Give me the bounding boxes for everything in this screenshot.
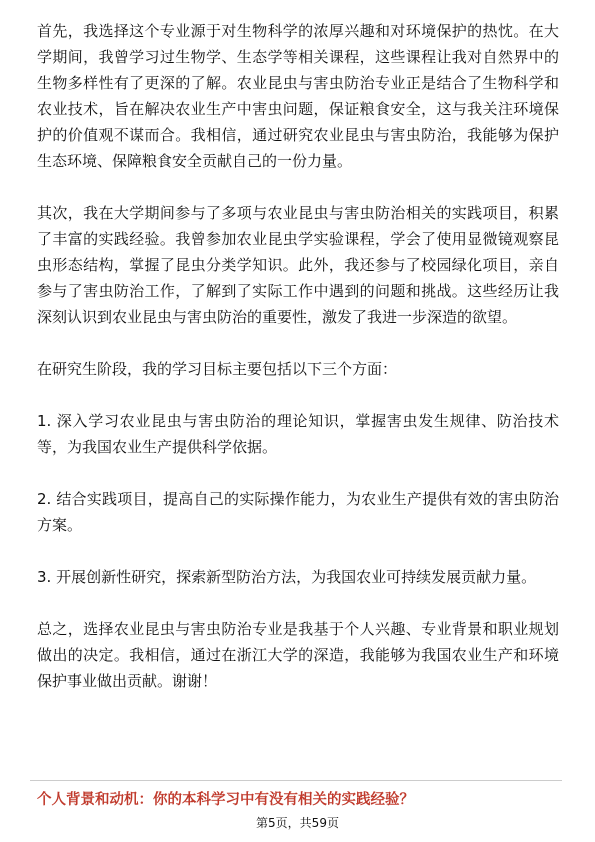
paragraph-conclusion: 总之，选择农业昆虫与害虫防治专业是我基于个人兴趣、专业背景和职业规划做出的决定。我相信，通过在浙江大学的深造，我能够为我国农业生产和环境保护事业做出贡献。谢谢！ <box>37 620 559 690</box>
paragraph-goals-intro: 在研究生阶段，我的学习目标主要包括以下三个方面： <box>37 360 398 378</box>
section-divider <box>30 780 562 781</box>
goal-item-2: 2. 结合实践项目，提高自己的实际操作能力，为农业生产提供有效的害虫防治方案。 <box>37 490 559 534</box>
goal-item-1: 1. 深入学习农业昆虫与害虫防治的理论知识，掌握害虫发生规律、防治技术等，为我国农业生产提供科学依据。 <box>37 412 559 456</box>
goal-item-3: 3. 开展创新性研究，探索新型防治方法，为我国农业可持续发展贡献力量。 <box>37 568 537 586</box>
document-body <box>37 18 559 694</box>
paragraph-motivation: 首先，我选择这个专业源于对生物科学的浓厚兴趣和对环境保护的热忱。在大学期间，我曾学习过生物学、生态学等相关课程，这些课程让我对自然界中的生物多样性有了更深的了解。农业昆虫与害虫防治专业正是结合了生物科学和农业技术，旨在解决农业生产中害虫问题，保证粮食安全，这与我关注环境保护的价值观不谋而合。我相信，通过研究农业昆虫与害虫防治，我能够为保护生态环境、保障粮食安全贡献自己的一份力量。 <box>37 22 559 170</box>
paragraph-experience: 其次，我在大学期间参与了多项与农业昆虫与害虫防治相关的实践项目，积累了丰富的实践经验。我曾参加农业昆虫学实验课程，学会了使用显微镜观察昆虫形态结构，掌握了昆虫分类学知识。此外，我还参与了校园绿化项目，亲自参与了害虫防治工作，了解到了实际工作中遇到的问题和挑战。这些经历让我深刻认识到农业昆虫与害虫防治的重要性，激发了我进一步深造的欲望。 <box>37 204 559 326</box>
page-number-footer: 第5页，共59页 <box>256 816 339 830</box>
interview-question-heading: 个人背景和动机：你的本科学习中有没有相关的实践经验？ <box>37 792 414 808</box>
